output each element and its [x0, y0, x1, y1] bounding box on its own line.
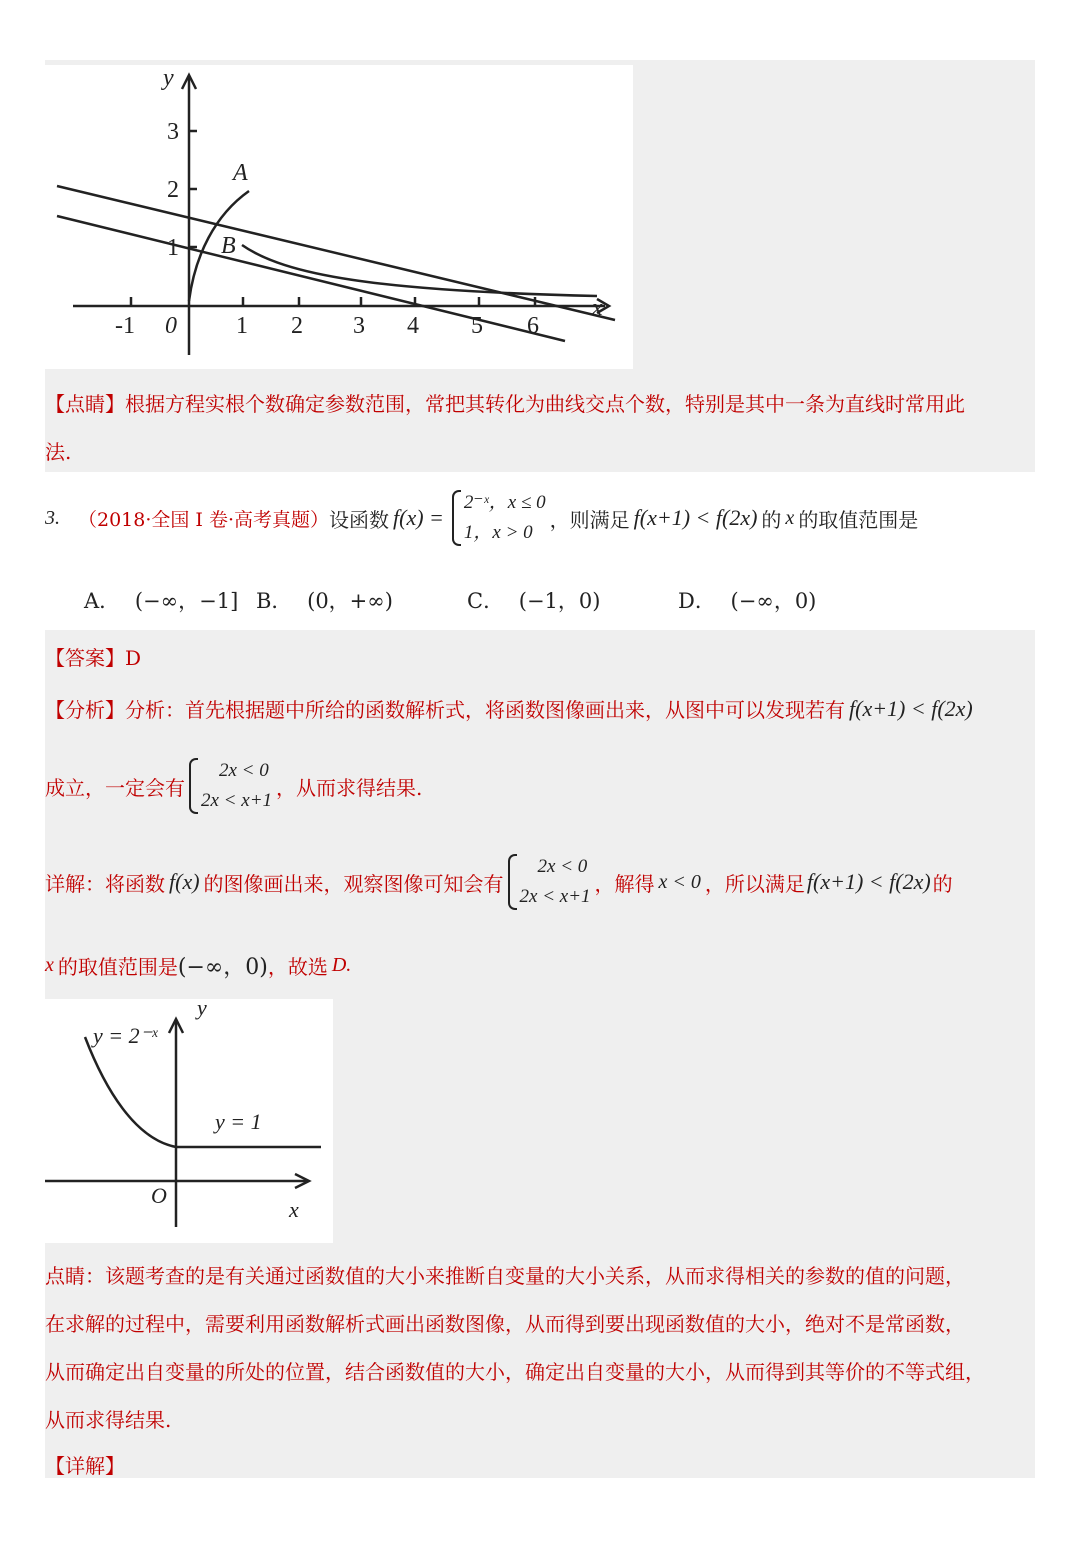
curve-exp — [85, 1037, 176, 1147]
tip1-line1: 【点睛】根据方程实根个数确定参数范围，常把其转化为曲线交点个数，特别是其中一条为直线时常用此 — [45, 392, 965, 416]
analysis-line1-text: 【分析】分析：首先根据题中所给的函数解析式，将函数图像画出来，从图中可以发现若有 — [45, 698, 845, 722]
analysis-sys1: 2x < 0 — [219, 760, 269, 781]
x-tick-2: 2 — [291, 313, 303, 339]
analysis-line1-math: f(x+1) < f(2x) — [849, 695, 973, 721]
detail-range: (−∞，0) — [177, 955, 268, 980]
point-b-label: B — [221, 233, 236, 259]
tip2-line1: 点睛：该题考查的是有关通过函数值的大小来推断自变量的大小关系，从而求得相关的参数的值的问题， — [45, 1264, 965, 1288]
detail-ineq: f(x+1) < f(2x) — [806, 869, 931, 894]
question-number: 3. — [45, 506, 60, 529]
question-stem-b: ，则满足 — [549, 507, 630, 532]
question-stem-a: 设函数 — [329, 507, 390, 532]
x-axis-label: x — [592, 295, 603, 321]
x-tick-3: 3 — [353, 313, 365, 339]
detail-fx: f(x) — [169, 869, 200, 894]
point-a-label: A — [233, 160, 248, 186]
option-d-value: (−∞，0) — [730, 589, 817, 613]
analysis-line2-b: ，从而求得结果. — [276, 775, 423, 800]
question-inequality: f(x+1) < f(2x) — [633, 505, 758, 530]
y-tick-3: 3 — [167, 119, 179, 145]
option-b-label: B． — [256, 589, 293, 613]
analysis-line2 — [45, 756, 422, 816]
question-stem — [45, 488, 918, 548]
tip1-line2: 法. — [45, 440, 72, 464]
option-c[interactable] — [467, 585, 600, 615]
answer-line: 【答案】D — [45, 646, 142, 670]
option-a[interactable] — [84, 585, 238, 615]
question-stem-c: 的 — [761, 507, 782, 532]
option-b-value: (0，+∞) — [307, 589, 393, 613]
line-upper — [57, 186, 615, 320]
x-tick-1: 1 — [236, 313, 248, 339]
question-source: （2018·全国 I 卷·高考真题） — [78, 508, 330, 531]
option-c-value: (−1，0) — [518, 589, 601, 613]
y-tick-1: 1 — [167, 235, 179, 261]
x-tick-5: 5 — [471, 313, 483, 339]
detail-choice: D. — [331, 954, 352, 976]
detail-line2-b: ，故选 — [267, 955, 328, 979]
analysis-system — [189, 756, 272, 816]
curve-log — [189, 191, 249, 301]
detail-cond: x < 0 — [658, 870, 701, 893]
x-axis-label: x — [289, 1197, 299, 1222]
tip2-line3: 从而确定出自变量的所处的位置，结合函数值的大小，确定出自变量的大小，从而得到其等价的不等式组， — [45, 1360, 985, 1384]
detail-line1-a: 详解：将函数 — [45, 871, 165, 896]
tip2-line4: 从而求得结果. — [45, 1408, 172, 1432]
detail-line1 — [45, 852, 953, 912]
detail-sys2: 2x < x+1 — [519, 886, 591, 907]
y-tick-2: 2 — [167, 177, 179, 203]
x-tick-0: 0 — [165, 313, 177, 339]
option-b[interactable] — [256, 585, 393, 615]
detail-line1-c: ，解得 — [594, 871, 655, 896]
origin-label: O — [151, 1183, 167, 1208]
analysis-sys2: 2x < x+1 — [201, 790, 273, 811]
piecewise-case1: 2⁻ˣ，x ≤ 0 — [463, 492, 546, 513]
option-a-label: A． — [84, 589, 121, 613]
detail-line2-var: x — [45, 954, 54, 976]
option-d-label: D． — [678, 589, 716, 613]
analysis-line2-a: 成立，一定会有 — [45, 775, 185, 800]
detail-line1-e: 的 — [932, 871, 953, 896]
detail-system — [508, 852, 591, 912]
detail-header: 【详解】 — [45, 1454, 125, 1478]
y-axis-label: y — [197, 999, 207, 1020]
tip2-line2: 在求解的过程中，需要利用函数解析式画出函数图像，从而得到要出现函数值的大小，绝对不是常函数， — [45, 1312, 965, 1336]
question-fx: f(x) = — [393, 505, 444, 530]
figure-intersections — [45, 65, 633, 369]
option-a-value: (−∞，−1] — [134, 589, 239, 613]
x-tick-6: 6 — [527, 313, 539, 339]
option-c-label: C． — [467, 589, 505, 613]
detail-line2-a: 的取值范围是 — [57, 955, 178, 979]
piecewise-brace — [452, 488, 546, 548]
curve-label: y = 2⁻ˣ — [93, 1023, 158, 1048]
line-label: y = 1 — [215, 1109, 262, 1134]
option-d[interactable] — [678, 585, 816, 615]
question-var: x — [785, 506, 795, 529]
figure-exponential — [45, 999, 333, 1243]
detail-sys1: 2x < 0 — [537, 856, 588, 877]
figure-intersections-svg — [45, 65, 633, 369]
y-axis-label: y — [163, 65, 174, 91]
figure-exponential-svg — [45, 999, 333, 1243]
detail-line1-b: 的图像画出来，观察图像可知会有 — [203, 871, 504, 896]
detail-line2 — [45, 950, 351, 981]
detail-line1-d: ，所以满足 — [704, 871, 805, 896]
x-tick-neg1: -1 — [115, 313, 135, 339]
x-tick-4: 4 — [407, 313, 419, 339]
piecewise-case2: 1，x > 0 — [463, 522, 533, 543]
question-stem-d: 的取值范围是 — [798, 507, 919, 532]
curve-reciprocal — [242, 245, 597, 296]
analysis-line1 — [45, 694, 973, 723]
